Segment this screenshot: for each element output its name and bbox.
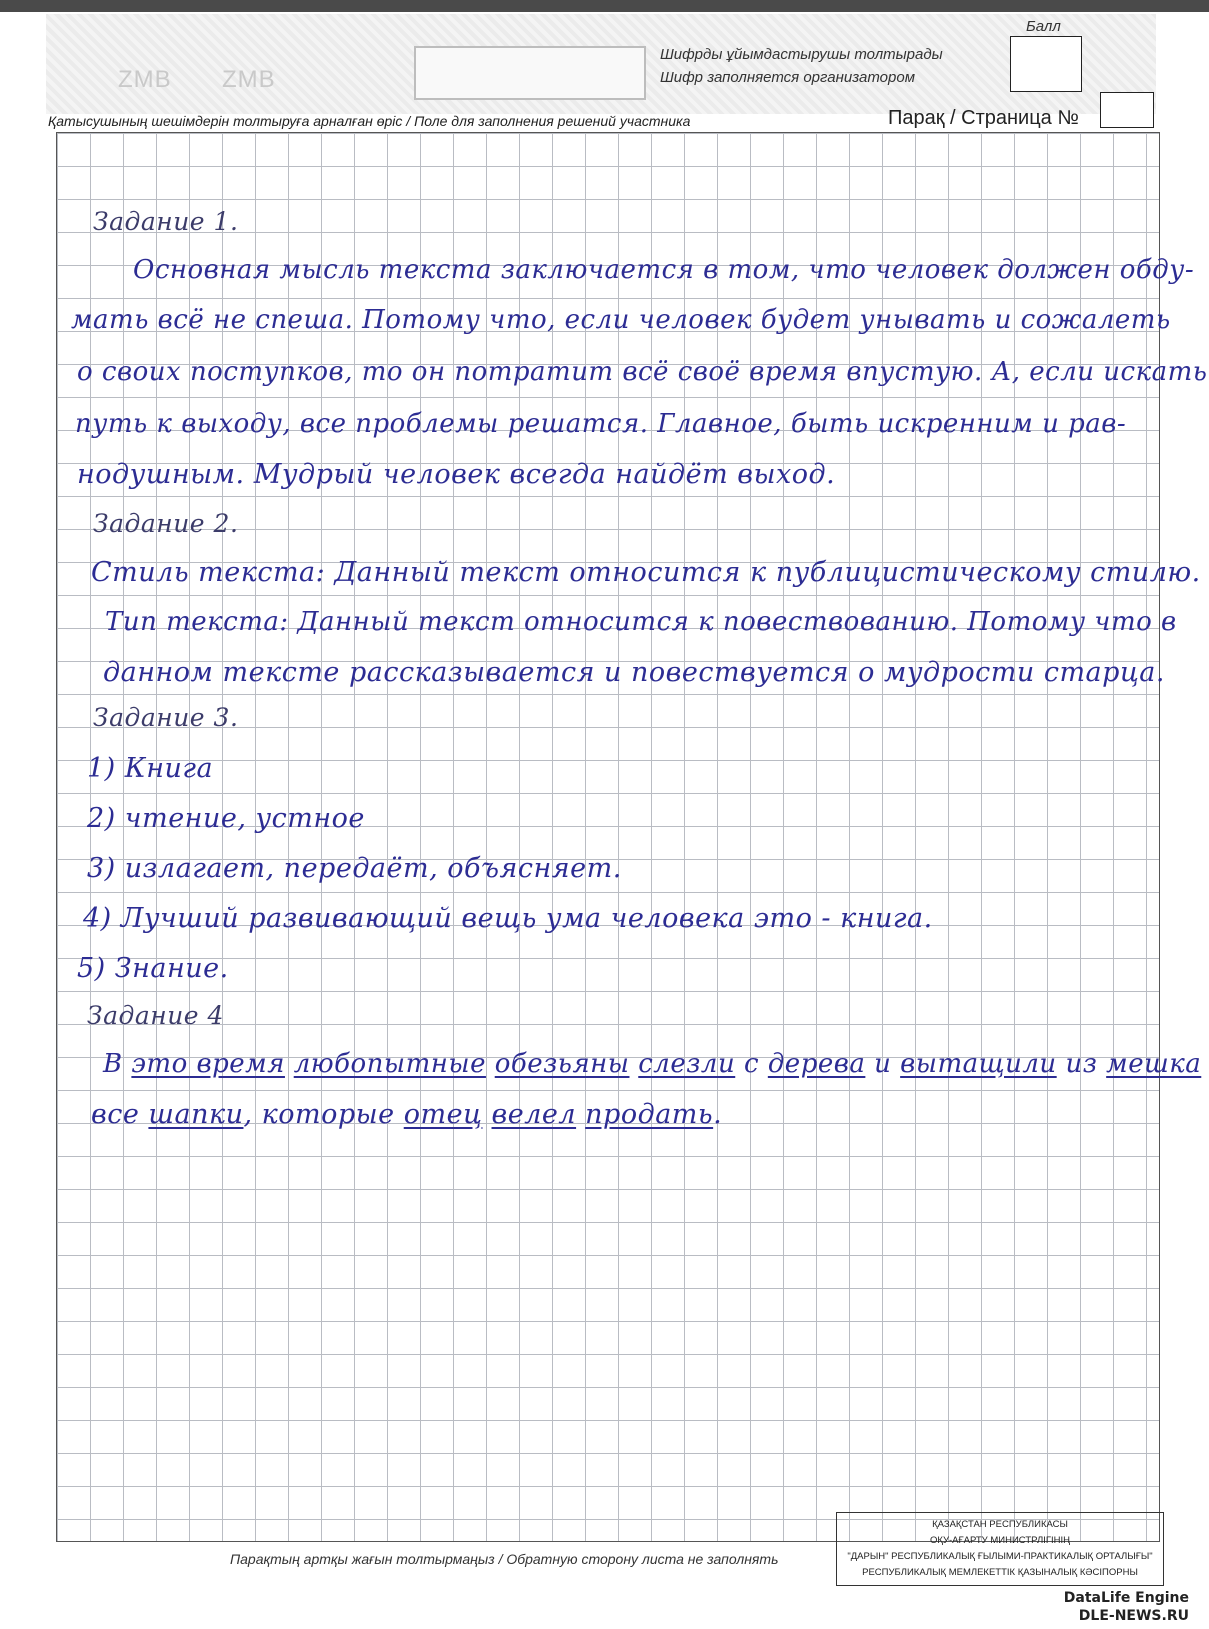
- page-number-box: [1100, 92, 1154, 128]
- answer-grid: [56, 132, 1208, 1542]
- answer-field-caption: Қатысушының шешімдерін толтыруға арналған өріс / Поле для заполнения решений участника: [48, 113, 691, 129]
- task-4-underlined: отец: [403, 1099, 483, 1130]
- task-4-underlined: вытащили: [900, 1049, 1057, 1079]
- task-4-underlined: велел: [491, 1099, 577, 1130]
- task-4-underlined: это время: [131, 1049, 285, 1079]
- task-1-line: Основная мысль текста заключается в том, что человек должен обду-: [133, 255, 1195, 285]
- task-2-heading: Задание 2.: [93, 509, 239, 538]
- issuer-stamp: [836, 1512, 1164, 1586]
- score-box: [1010, 36, 1082, 92]
- task-4-underlined: дерева: [767, 1049, 866, 1079]
- task-4-text: В: [103, 1049, 132, 1079]
- cipher-box: [414, 46, 646, 100]
- zmb-mark: ZMB: [222, 66, 276, 93]
- stamp-line: РЕСПУБЛИКАЛЫҚ МЕМЛЕКЕТТІК ҚАЗЫНАЛЫҚ КӘСІПОРНЫ: [862, 1567, 1138, 1578]
- task-3-item: 5) Знание.: [77, 953, 229, 984]
- task-2-line: Тип текста: Данный текст относится к повествованию. Потому что в: [105, 607, 1177, 637]
- task-4-sentence-line-2: [91, 1099, 722, 1130]
- task-3-item: 1) Книга: [87, 753, 214, 784]
- task-4-text: и: [865, 1049, 901, 1079]
- task-4-text: .: [713, 1099, 723, 1130]
- watermark-line-1: DataLife Engine: [1063, 1590, 1189, 1606]
- task-4-text: , которые: [243, 1099, 404, 1130]
- task-4-heading: Задание 4: [87, 1001, 224, 1030]
- task-4-underlined: продать: [585, 1099, 714, 1130]
- task-1-line: путь к выходу, все проблемы решатся. Главное, быть искренним и рав-: [75, 409, 1127, 439]
- task-3-item: 2) чтение, устное: [87, 803, 365, 834]
- task-4-text: из: [1056, 1049, 1107, 1079]
- task-1-line: нодушным. Мудрый человек всегда найдёт выход.: [77, 459, 836, 490]
- task-3-item: 3) излагает, передаёт, объясняет.: [87, 853, 622, 884]
- task-3-item: 4) Лучший развивающий вещь ума человека это - книга.: [83, 903, 933, 934]
- task-3-heading: Задание 3.: [93, 703, 239, 732]
- page-number-label: Парақ / Страница №: [888, 107, 1079, 129]
- top-edge-strip: [0, 0, 1209, 12]
- watermark-line-2: DLE-NEWS.RU: [1078, 1608, 1189, 1624]
- score-label: Балл: [1026, 18, 1061, 35]
- task-4-text: [629, 1049, 638, 1079]
- stamp-line: ҚАЗАҚСТАН РЕСПУБЛИКАСЫ: [932, 1519, 1068, 1530]
- task-4-underlined: обезьяны: [494, 1049, 630, 1079]
- task-4-text: [482, 1099, 491, 1130]
- task-4-underlined: слезли: [638, 1049, 736, 1079]
- task-4-underlined: любопытные: [293, 1049, 486, 1079]
- organizer-note-kz: Шифрды ұйымдастырушы толтырады: [660, 46, 943, 63]
- zmb-mark: ZMB: [118, 66, 172, 93]
- task-4-text: [486, 1049, 495, 1079]
- task-2-line: Стиль текста: Данный текст относится к публицистическому стилю.: [91, 557, 1201, 588]
- task-4-text: [285, 1049, 294, 1079]
- back-side-note: Парақтың артқы жағын толтырмаңыз / Обратную сторону листа не заполнять: [230, 1551, 779, 1567]
- stamp-line: ОҚУ-АҒАРТУ МИНИСТРЛІГІНІҢ: [930, 1535, 1070, 1546]
- task-1-line: мать всё не спеша. Потому что, если человек будет унывать и сожалеть: [71, 305, 1171, 335]
- task-4-text: [576, 1099, 585, 1130]
- task-4-text: с: [735, 1049, 768, 1079]
- task-2-line: данном тексте рассказывается и повествуется о мудрости старца.: [103, 657, 1165, 688]
- task-4-underlined: мешка: [1106, 1049, 1202, 1079]
- stamp-line: "ДАРЫН" РЕСПУБЛИКАЛЫҚ ҒЫЛЫМИ-ПРАКТИКАЛЫҚ ОРТАЛЫҒЫ": [847, 1551, 1153, 1562]
- task-4-sentence-line-1: [103, 1049, 1201, 1079]
- task-4-underlined: шапки: [148, 1099, 244, 1130]
- task-4-text: все: [91, 1099, 149, 1130]
- organizer-note-ru: Шифр заполняется организатором: [660, 69, 915, 86]
- task-1-line: о своих поступков, то он потратит всё своё время впустую. А, если искать: [77, 357, 1208, 387]
- task-1-heading: Задание 1.: [93, 207, 239, 236]
